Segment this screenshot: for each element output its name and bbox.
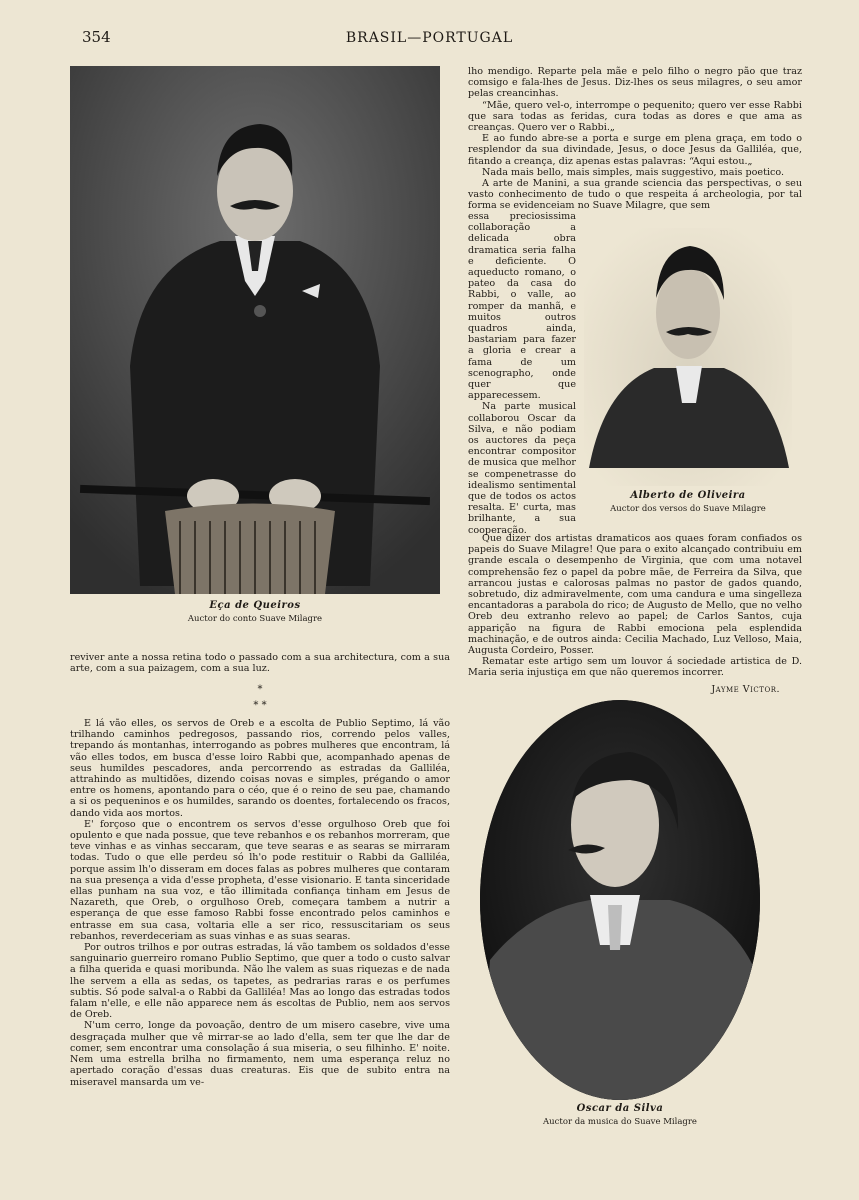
caption-oscar xyxy=(480,1103,760,1127)
paragraph: reviver ante a nossa retina todo o passado com a sua architectura, com a sua arte, com a sua paizagem, com a sua luz. xyxy=(70,652,450,675)
caption-alberto xyxy=(584,490,792,514)
portrait-eca-illustration xyxy=(70,66,440,594)
right-column-bottom xyxy=(468,533,802,679)
caption-name: Alberto de Oliveira xyxy=(630,490,746,501)
caption-subtitle: Auctor da musica do Suave Milagre xyxy=(543,1117,697,1127)
section-divider-bottom: * * xyxy=(253,700,267,711)
caption-subtitle: Auctor do conto Suave Milagre xyxy=(187,614,323,624)
paragraph: N'um cerro, longe da povoação, dentro de um misero casebre, vive uma desgraçada mulher que vê mirrar-se ao lado d'ella, sem ter que lhe dar de comer, sem encontrar uma consolação á sua miseria, o seu filhinho. E' noite. Nem uma estrella brilha no firmamento, nem uma esperança reluz no apertado coração d'essas duas creaturas. Eis que de subito entra na miseravel mansarda um ve- xyxy=(70,1020,450,1088)
left-column-main xyxy=(70,718,450,1088)
running-title: BRASIL—PORTUGAL xyxy=(345,30,514,46)
portrait-alberto-de-oliveira xyxy=(584,228,792,486)
caption-subtitle: Auctor dos versos do Suave Milagre xyxy=(610,504,766,514)
paragraph: E lá vão elles, os servos de Oreb e a escolta de Publio Septimo, lá vão trilhando caminhos pedregosos, passando rios, correndo pelos valles, trepando ás montanhas, interrogando as pobres mulheres que encontram, lá vão elles todos, em busca d'esse loiro Rabbi que, acompanhado apenas de seus humildes pescadores, anda percorrendo as estradas da Galliléa, attrahindo as multidões, dizendo coisas novas e simples, prégando o amor entre os homens, apontando para o céo, que é o reino de seu pae, chamando a si os pequeninos e os humildes, sarando os doentes, fortalecendo os fracos, dando vida aos mortos. xyxy=(70,718,450,819)
portrait-alberto-illustration xyxy=(584,228,792,486)
caption-name: Oscar da Silva xyxy=(576,1103,664,1114)
caption-eca xyxy=(70,600,440,624)
paragraph: lho mendigo. Reparte pela mãe e pelo filho o negro pão que traz comsigo e fala-lhes de Jesus. Diz-lhes os seus milagres, o seu amor pelas creancinhas. xyxy=(468,66,802,100)
paragraph: E' forçoso que o encontrem os servos d'esse orgulhoso Oreb que foi opulento e que nada possue, que teve rebanhos e os rebanhos morreram, que teve vinhas e as vinhas seccaram, que teve searas e as searas se mirraram todas. Tudo o que elle perdeu só lh'o pode restituir o Rabbi da Galliléa, porque assim lh'o disseram em doces falas as pobres mulheres que contaram na sua presença a vida d'esse propheta, d'esse visionario. E tanta sinceridade ellas punham na sua voz, e tão illimitada confiança tinham em Jesus de Nazareth, que Oreb, o orgulhoso Oreb, começara tambem a nutrir a esperança de que esse famoso Rabbi fosse encontrado pelos caminhos e entrasse em sua casa, voltaria elle a ser rico, ressuscitariam os seus rebanhos, reverdeceriam as suas vinhas e as suas searas. xyxy=(70,818,450,942)
portrait-eca-de-queiros xyxy=(70,66,440,594)
paragraph: A arte de Manini, a sua grande sciencia das perspectivas, o seu vasto conhecimento de tudo o que respeita á archeologia, por tal forma se evidenceiam no Suave Milagre, que sem xyxy=(468,178,802,212)
left-column xyxy=(70,652,450,674)
caption-name: Eça de Queiros xyxy=(209,600,301,611)
right-column-narrow xyxy=(468,211,576,536)
right-column-top xyxy=(468,66,802,212)
paragraph: Que dizer dos artistas dramaticos aos quaes foram confiados os papeis do Suave Milagre! Que para o exito alcançado contribuiu em grande escala o desempenho de Virginia, que com uma notavel comprehensão fez o papel da pobre mãe, de Ferreira da Silva, que arrancou justas e calorosas palmas no pastor de gados quando, sobretudo, diz admiravelmente, com uma candura e uma singelleza encantadoras a parabola do rico; de Augusto de Mello, que no velho Oreb deu extranho relevo ao papel; de Carlos Santos, cuja apparição na figura de Rabbi emociona pela esplendida machinação, e de outros ainda: Cecilia Machado, Luz Velloso, Maia, Augusta Cordeiro, Posser. xyxy=(468,533,802,657)
paragraph: Por outros trilhos e por outras estradas, lá vão tambem os soldados d'esse sanguinario guerreiro romano Publio Septimo, que quer a todo o custo salvar a filha querida e quasi moribunda. Não lhe valem as suas riquezas e de nada lhe servem a ella as sedas, os tapetes, as pedrarias raras e os perfumes subtis. Só pode salval-a o Rabbi da Galliléa! Mas ao longo das estradas todos falam n'elle, e elle não apparece nem ás escoltas de Publio, nem aos servos de Oreb. xyxy=(70,942,450,1021)
portrait-oscar-da-silva xyxy=(480,700,760,1100)
portrait-oscar-illustration xyxy=(480,700,760,1100)
section-divider-top: * xyxy=(257,684,263,695)
paragraph: Nada mais bello, mais simples, mais suggestivo, mais poetico. xyxy=(482,166,785,178)
page-number: 354 xyxy=(82,28,111,46)
paragraph: E ao fundo abre-se a porta e surge em plena graça, em todo o resplendor da sua divindade, Jesus, o doce Jesus da Galliléa, que, fitando a creança, diz apenas estas palavras: “Aqui estou.„ xyxy=(468,133,802,167)
author-signature: Jayme Victor. xyxy=(711,684,780,695)
paragraph: Rematar este artigo sem um louvor á sociedade artistica de D. Maria seria injustiça em que não queremos incorrer. xyxy=(468,656,802,679)
paragraph: “Mãe, quero vel-o, interrompe o pequenito; quero ver esse Rabbi que sara todas as feridas, cura todas as dores e que ama as creanças. Quero ver o Rabbi.„ xyxy=(468,99,802,134)
paragraph: Na parte musical collaborou Oscar da Silva, e não podiam os auctores da peça encontrar compositor de musica que melhor se compenetrasse do idealismo sentimental que de todos os actos resalta. E' curta, mas brilhante, a sua cooperação. xyxy=(468,401,576,536)
paragraph: essa preciosissima collaboração a delicada obra dramatica seria falha e deficiente. O aqueducto romano, o pateo da casa do Rabbi, o valle, ao romper da manhã, e muitos outros quadros ainda, bastariam para fazer a gloria e crear a fama de um scenographo, onde quer que apparecessem. xyxy=(468,211,576,402)
